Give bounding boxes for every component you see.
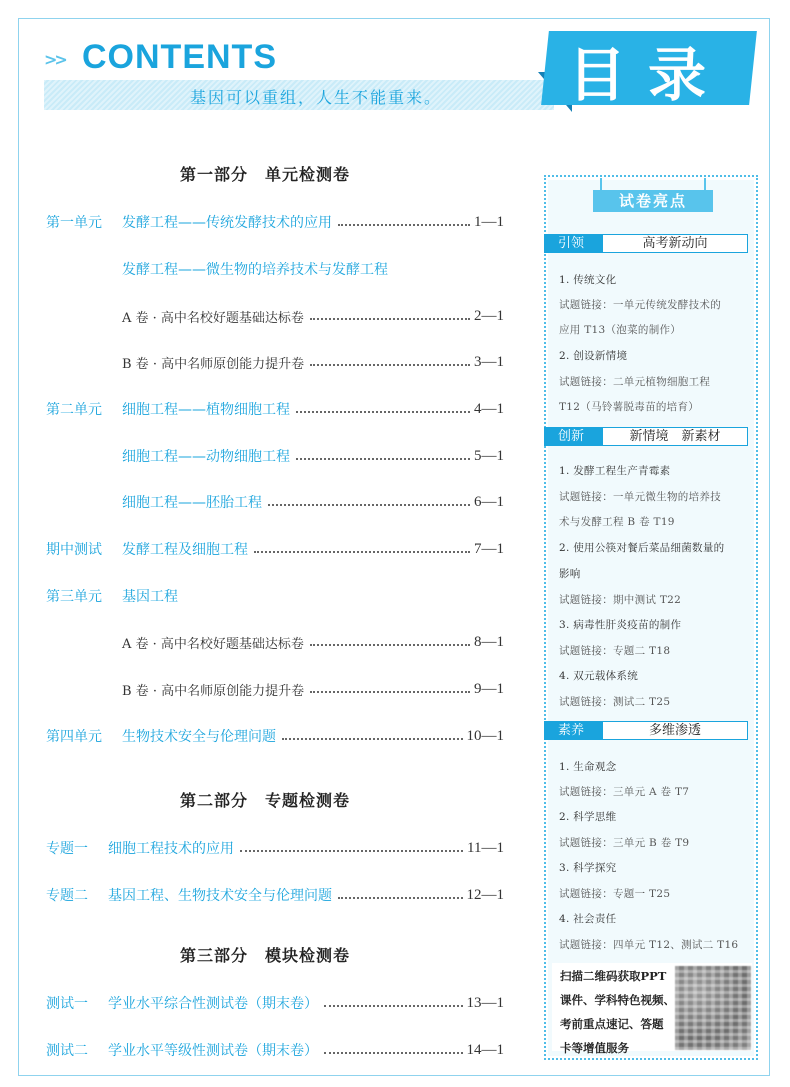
- toc-page: 14—1: [466, 1041, 504, 1058]
- leader-dots: [184, 599, 500, 600]
- contents-heading: CONTENTS: [82, 38, 277, 76]
- toc-page: 11—1: [467, 839, 504, 856]
- toc-row[interactable]: [46, 539, 504, 559]
- toc-unit: 专题一: [46, 841, 88, 857]
- leader-dots: [268, 504, 470, 506]
- qr-promo-line: 卡等增值服务: [560, 1041, 629, 1055]
- toc-row[interactable]: [46, 679, 504, 699]
- panel-line: 3. 科学探究: [559, 862, 617, 874]
- section-tag: 引领: [544, 234, 602, 253]
- leader-dots: [310, 364, 470, 366]
- toc-title: 细胞工程技术的应用: [108, 841, 234, 857]
- toc-unit: 第四单元: [46, 729, 102, 745]
- qr-promo-line: 课件、学科特色视频、: [560, 993, 675, 1007]
- leader-dots: [338, 897, 463, 899]
- leader-dots: [296, 458, 470, 460]
- toc-page: 10—1: [466, 727, 504, 744]
- toc-row[interactable]: [46, 306, 504, 326]
- toc-page: 5—1: [474, 447, 504, 464]
- section-bar-lead: [544, 234, 748, 253]
- panel-line: 1. 传统文化: [559, 274, 617, 286]
- toc-title: 基因工程、生物技术安全与伦理问题: [108, 888, 332, 904]
- panel-line: 2. 创设新情境: [559, 350, 628, 362]
- panel-line: T12（马铃薯脱毒苗的培育）: [559, 401, 700, 413]
- part-heading-1: 第一部分 单元检测卷: [180, 165, 351, 184]
- toc-row[interactable]: [46, 885, 504, 905]
- panel-line: 1. 生命观念: [559, 761, 617, 773]
- toc-title: B 卷 · 高中名师原创能力提升卷: [122, 683, 305, 699]
- toc-title: 生物技术安全与伦理问题: [122, 729, 276, 745]
- qr-promo-line: 考前重点速记、答题: [560, 1017, 664, 1031]
- toc-row[interactable]: [46, 993, 504, 1013]
- double-chevron-icon: >>: [44, 50, 65, 69]
- toc-row[interactable]: [46, 1040, 504, 1060]
- motto: 基因可以重组，人生不能重来。: [190, 88, 443, 107]
- toc-row[interactable]: [46, 446, 504, 466]
- toc-title: 学业水平等级性测试卷（期末卷）: [108, 1043, 318, 1059]
- panel-line: 4. 双元载体系统: [559, 670, 639, 682]
- section-tag: 素养: [544, 721, 602, 740]
- section-name: 新情境 新素材: [602, 427, 748, 446]
- leader-dots: [310, 691, 470, 693]
- toc-unit: 测试一: [46, 996, 88, 1012]
- toc-title: 发酵工程——传统发酵技术的应用: [122, 215, 332, 231]
- toc-row[interactable]: [46, 586, 504, 606]
- leader-dots: [324, 1005, 463, 1007]
- toc-page: 6—1: [474, 493, 504, 510]
- panel-line: 试题链接：三单元 A 卷 T7: [559, 786, 690, 798]
- panel-line: 试题链接：测试二 T25: [559, 696, 671, 708]
- toc-row[interactable]: [46, 212, 504, 232]
- toc-row[interactable]: [46, 838, 504, 858]
- qr-code-icon[interactable]: [675, 966, 751, 1050]
- toc-row[interactable]: [46, 726, 504, 746]
- toc-title: 发酵工程及细胞工程: [122, 542, 248, 558]
- leader-dots: [394, 272, 500, 273]
- toc-unit: 测试二: [46, 1043, 88, 1059]
- section-name: 多维渗透: [602, 721, 748, 740]
- toc-unit: 第一单元: [46, 215, 102, 231]
- panel-line: 影响: [559, 568, 581, 580]
- panel-line: 2. 使用公筷对餐后菜品细菌数量的: [559, 542, 725, 554]
- panel-line: 试题链接：专题一 T25: [559, 888, 671, 900]
- toc-title: B 卷 · 高中名师原创能力提升卷: [122, 356, 305, 372]
- page-title: 目录: [568, 41, 729, 109]
- panel-line: 试题链接：专题二 T18: [559, 645, 671, 657]
- panel-line: 应用 T13（泡菜的制作）: [559, 324, 682, 336]
- part-heading-3: 第三部分 模块检测卷: [180, 946, 351, 965]
- panel-line: 试题链接：一单元微生物的培养技: [559, 491, 721, 503]
- panel-line: 试题链接：一单元传统发酵技术的: [559, 299, 721, 311]
- toc-page: 12—1: [466, 886, 504, 903]
- panel-line: 试题链接：三单元 B 卷 T9: [559, 837, 690, 849]
- leader-dots: [296, 411, 470, 413]
- toc-title: 发酵工程——微生物的培养技术与发酵工程: [122, 262, 388, 278]
- section-name: 高考新动向: [602, 234, 748, 253]
- panel-line: 1. 发酵工程生产青霉素: [559, 465, 671, 477]
- toc-page: 7—1: [474, 540, 504, 557]
- part-heading-2: 第二部分 专题检测卷: [180, 791, 351, 810]
- panel-line: 术与发酵工程 B 卷 T19: [559, 516, 675, 528]
- qr-promo-line: 扫描二维码获取PPT: [560, 969, 667, 983]
- highlights-heading: 试卷亮点: [593, 190, 713, 212]
- panel-line: 2. 科学思维: [559, 811, 617, 823]
- leader-dots: [282, 738, 463, 740]
- section-tag: 创新: [544, 427, 602, 446]
- panel-line: 试题链接：四单元 T12、测试二 T16: [559, 939, 739, 951]
- toc-row[interactable]: [46, 492, 504, 512]
- toc-title: A 卷 · 高中名校好题基础达标卷: [122, 310, 304, 326]
- leader-dots: [310, 644, 470, 646]
- panel-line: 试题链接：期中测试 T22: [559, 594, 682, 606]
- toc-page: 4—1: [474, 400, 504, 417]
- leader-dots: [310, 318, 470, 320]
- toc-row[interactable]: [46, 259, 504, 279]
- leader-dots: [254, 551, 470, 553]
- toc-unit: 第二单元: [46, 402, 102, 418]
- toc-row[interactable]: [46, 352, 504, 372]
- section-bar-innovation: [544, 427, 748, 446]
- toc-page: 8—1: [474, 633, 504, 650]
- toc-row[interactable]: [46, 399, 504, 419]
- leader-dots: [338, 224, 470, 226]
- leader-dots: [240, 850, 463, 852]
- toc-title: 细胞工程——胚胎工程: [122, 495, 262, 511]
- panel-line: 3. 病毒性肝炎疫苗的制作: [559, 619, 682, 631]
- toc-page: 13—1: [466, 994, 504, 1011]
- toc-page: 3—1: [474, 353, 504, 370]
- panel-line: 试题链接：二单元植物细胞工程: [559, 376, 711, 388]
- toc-title: 学业水平综合性测试卷（期末卷）: [108, 996, 318, 1012]
- toc-title: 细胞工程——动物细胞工程: [122, 449, 290, 465]
- panel-line: 4. 社会责任: [559, 913, 617, 925]
- section-bar-literacy: [544, 721, 748, 740]
- toc-row[interactable]: [46, 632, 504, 652]
- toc-page: 2—1: [474, 307, 504, 324]
- toc-unit: 第三单元: [46, 589, 102, 605]
- leader-dots: [324, 1052, 463, 1054]
- toc-title: 基因工程: [122, 589, 178, 605]
- toc-title: 细胞工程——植物细胞工程: [122, 402, 290, 418]
- toc-unit: 专题二: [46, 888, 88, 904]
- toc-page: 1—1: [474, 213, 504, 230]
- toc-page: 9—1: [474, 680, 504, 697]
- toc-title: A 卷 · 高中名校好题基础达标卷: [122, 636, 304, 652]
- toc-unit: 期中测试: [46, 542, 102, 558]
